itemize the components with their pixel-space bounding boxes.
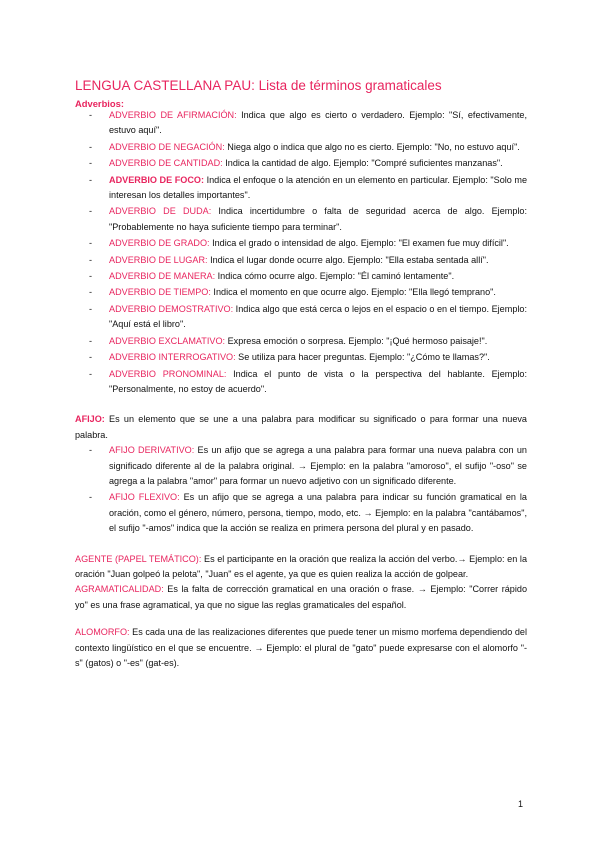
list-item: - ADVERBIO DE LUGAR: Indica el lugar donde ocurre algo. Ejemplo: "Ella estaba sentada allí".: [89, 254, 489, 265]
list-item: - ADVERBIO DE DUDA: Indica incertidumbre o falta de seguridad acerca de algo. Ejemplo: "Probablemente no haya suficiente tiempo para terminar".: [89, 206, 527, 232]
list-item: - AFIJO DERIVATIVO: Es un afijo que se agrega a una palabra para formar una nueva palabra con un significado diferente al de la palabra original. → Ejemplo: en la palabra "amoroso", el sufijo "-oso" se agrega a la palabra "amor" para formar un nuevo adjetivo con un significado diferente.: [89, 445, 527, 486]
entry-alomorfo: ALOMORFO: Es cada una de las realizaciones diferentes que puede tener un mismo morfema dependiendo del contexto lingüístico en el que se encuentre. → Ejemplo: el plural de "gato" puede expresarse con el alomorfo "-s" (gatos) o "-es" (gat-es).: [75, 627, 527, 668]
list-item: - ADVERBIO INTERROGATIVO: Se utiliza para hacer preguntas. Ejemplo: "¿Cómo te llamas?".: [89, 352, 490, 363]
list-item: - ADVERBIO DE FOCO: Indica el enfoque o la atención en un elemento en particular. Ejemplo: "Solo me interesan los detalles importantes".: [89, 174, 528, 201]
document-title: LENGUA CASTELLANA PAU: Lista de términos gramaticales: [75, 78, 442, 93]
page-number: 1: [518, 799, 524, 809]
list-item: - ADVERBIO EXCLAMATIVO: Expresa emoción o sorpresa. Ejemplo: "¡Qué hermoso paisaje!".: [89, 335, 488, 346]
entry-agramaticalidad: AGRAMATICALIDAD: Es la falta de corrección gramatical en una oración o frase. → Ejemplo: "Correr rápido yo" es una frase agramatical, ya que no sigue las reglas gramaticales del español.: [75, 584, 527, 610]
list-item: - ADVERBIO DE TIEMPO: Indica el momento en que ocurre algo. Ejemplo: "Ella llegó temprano".: [89, 287, 496, 298]
document-body: [75, 108, 527, 671]
list-item: - ADVERBIO DE AFIRMACIÓN: Indica que algo es cierto o verdadero. Ejemplo: "Sí, efectivamente, estuvo aquí".: [89, 110, 527, 136]
entry-afijo: AFIJO: Es un elemento que se une a una palabra para modificar su significado o para formar una nueva palabra.: [75, 414, 527, 440]
list-item: - ADVERBIO DE CANTIDAD: Indica la cantidad de algo. Ejemplo: "Compré suficientes manzanas".: [89, 158, 503, 169]
list-item: - AFIJO FLEXIVO: Es un afijo que se agrega a una palabra para indicar su función gramatical en la oración, como el género, número, persona, tiempo, modo, etc. → Ejemplo: en la palabra "cantábamos", el sufijo "-amos" indica que la acción se realiza en primera persona del plural y en pasado.: [89, 492, 527, 534]
adverbios-list: [75, 108, 527, 397]
list-item: - ADVERBIO DE MANERA: Indica cómo ocurre algo. Ejemplo: "Él caminó lentamente".: [89, 271, 455, 282]
afijos-list: [75, 443, 527, 536]
section-heading-adverbios: Adverbios:: [75, 98, 124, 109]
list-item: - ADVERBIO DEMOSTRATIVO: Indica algo que está cerca o lejos en el espacio o en el tiempo. Ejemplo: "Aquí está el libro".: [89, 303, 527, 330]
list-item: - ADVERBIO PRONOMINAL: Indica el punto de vista o la perspectiva del hablante. Ejemplo: "Personalmente, no estoy de acuerdo".: [89, 368, 527, 394]
entry-agente: AGENTE (PAPEL TEMÁTICO): Es el participante en la oración que realiza la acción del verbo.→ Ejemplo: en la oración "Juan golpeó la pelota", "Juan" es el agente, ya que es quien realiza la acción de golpear.: [75, 553, 527, 579]
list-item: - ADVERBIO DE GRADO: Indica el grado o intensidad de algo. Ejemplo: "El examen fue muy difícil".: [89, 238, 509, 249]
list-item: - ADVERBIO DE NEGACIÓN: Niega algo o indica que algo no es cierto. Ejemplo: "No, no estuvo aquí".: [89, 141, 520, 152]
